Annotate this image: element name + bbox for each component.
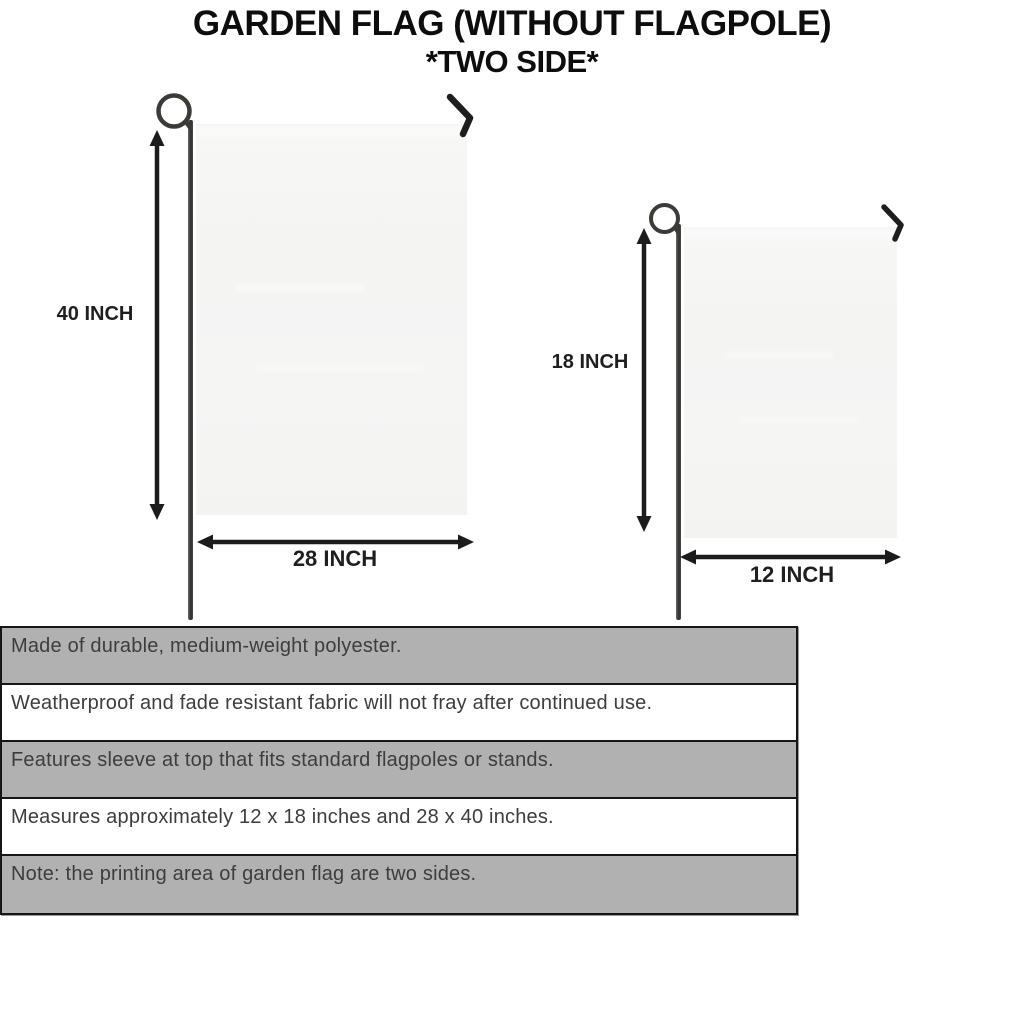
fabric-crease-highlight	[724, 352, 834, 358]
fabric-crease-highlight	[739, 417, 859, 423]
page-title-line2: *TWO SIDE*	[425, 44, 599, 79]
features-table	[0, 626, 798, 915]
large-flag-height-label: 40 INCH	[56, 303, 134, 325]
small-flag-fabric	[684, 227, 897, 538]
small-flag-height-label: 18 INCH	[551, 351, 629, 373]
feature-row-text: Weatherproof and fade resistant fabric will not fray after continued use.	[11, 692, 653, 714]
feature-row	[2, 856, 796, 913]
feature-row	[2, 685, 796, 742]
fabric-sleeve-highlight	[196, 124, 467, 137]
feature-row-text: Made of durable, medium-weight polyester.	[11, 635, 402, 657]
small-flag-hook-icon	[878, 203, 914, 245]
fabric-sleeve-highlight	[684, 227, 897, 238]
feature-row-text: Measures approximately 12 x 18 inches and 28 x 40 inches.	[11, 806, 554, 828]
small-flag-width-label: 12 INCH	[749, 562, 835, 587]
large-flag-fabric	[196, 124, 467, 515]
fabric-crease-highlight	[256, 366, 426, 372]
feature-row	[2, 799, 796, 856]
feature-row-text: Features sleeve at top that fits standard flagpoles or stands.	[11, 749, 554, 771]
small-flag-height-arrow-icon	[635, 228, 653, 532]
feature-row	[2, 742, 796, 799]
large-flag-width-label: 28 INCH	[292, 546, 378, 571]
large-flagpole	[188, 120, 193, 620]
page-title-line1: GARDEN FLAG (WITHOUT FLAGPOLE)	[192, 4, 832, 43]
fabric-crease-highlight	[234, 284, 364, 291]
large-flag-hook-icon	[443, 92, 485, 140]
feature-row-text: Note: the printing area of garden flag are two sides.	[11, 863, 477, 885]
feature-row	[2, 628, 796, 685]
large-flag-height-arrow-icon	[148, 130, 166, 520]
page-title	[0, 4, 1024, 80]
